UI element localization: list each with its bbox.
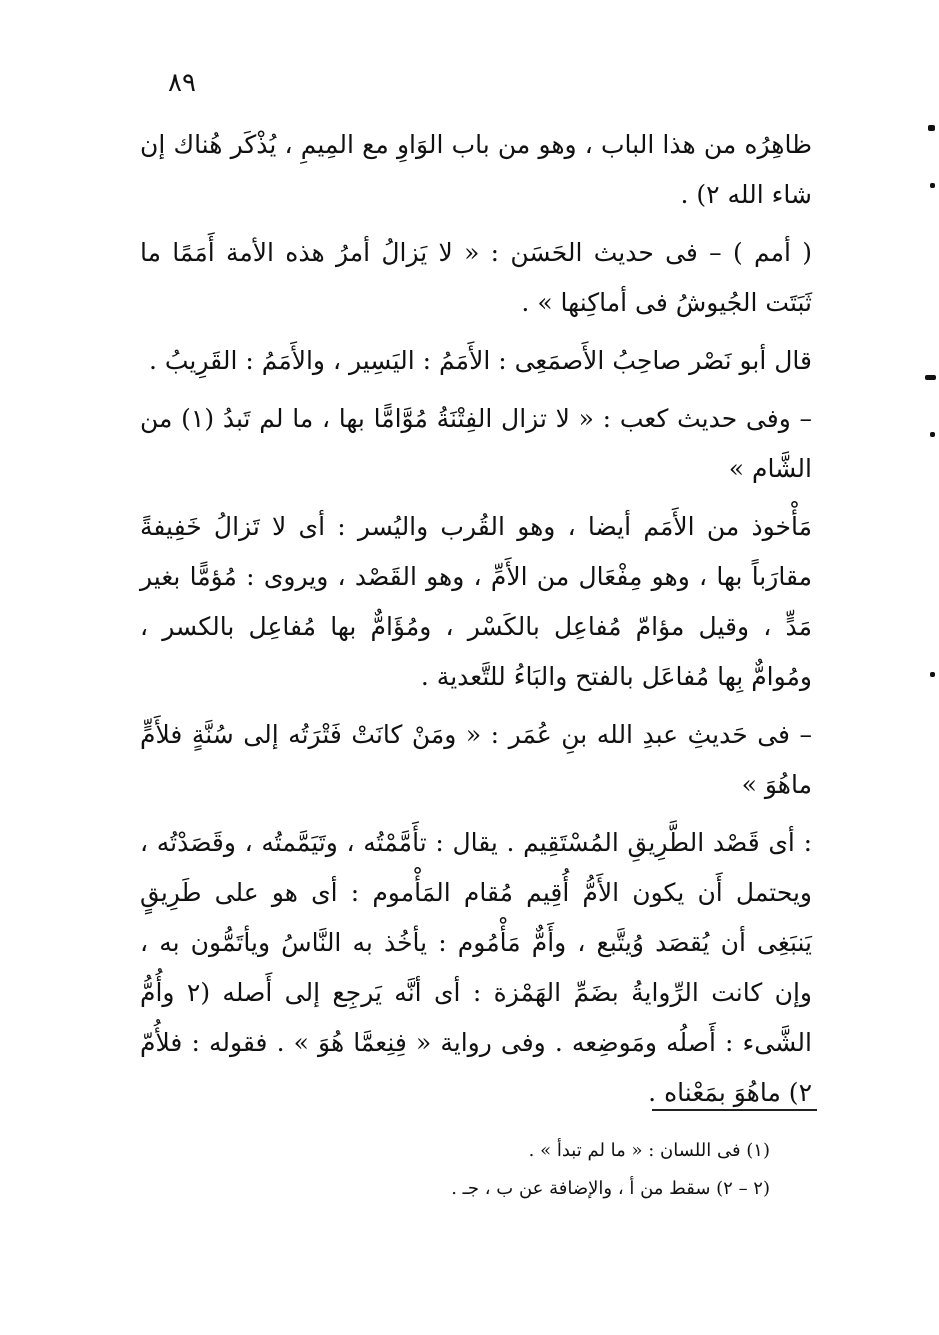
footnote-divider	[652, 1109, 817, 1111]
footnotes	[300, 1132, 770, 1208]
scan-edge-mark	[928, 125, 935, 131]
scan-edge-mark	[930, 432, 935, 437]
scan-edge-mark	[925, 375, 936, 380]
paragraph: – وفى حديث كعب : « لا تزال الفِتْنَةُ مُوَّامًّا بها ، ما لم تَبدُ (١) من الشَّام »	[140, 404, 813, 483]
main-text	[140, 120, 812, 1126]
scan-edge-mark	[930, 672, 935, 677]
page-number: ٨٩	[168, 68, 196, 98]
paragraph: – فى حَديثِ عبدِ الله بنِ عُمَر : « ومَنْ كانَتْ فَتْرَتُه إلى سُنَّةٍ فلأَمٍّ ماهُوَ »	[140, 720, 812, 799]
paragraph: ظاهِرُه من هذا الباب ، وهو من باب الوَاوِ مع المِيمِ ، يُذْكَر هُناك إن شاء الله ٢) .	[140, 130, 812, 209]
scan-edge-mark	[930, 183, 935, 188]
paragraph: : أى قَصْد الطَّرِيقِ المُسْتَقِيم . يقال : تأَمَّمْتُه ، وتَيَمَّمتُه ، وقَصَدْتُه ، ويحتمل أَن يكون الأَمُّ أُقِيم مُقام المَأْموم : أى هو على طَرِيقٍ يَنبَغِى أن يُقصَد وُيتَّبع ، وأَمٌّ مَأْمُوم : يأخُذ به النَّاسُ ويأتَمُّون به ، وإن كانت الرِّوايةُ بضَمِّ الهَمْزة : أى أنَّه يَرجِع إلى أَصله (٢ وأُمُّ الشَّىء : أَصلُه ومَوضِعه . وفى رواية « فِنِعمَّا هُوَ » . فقوله : فلأُمّ ٢) ماهُوَ بمَعْناه .	[140, 828, 812, 1107]
paragraph: ( أمم ) – فى حديث الحَسَن : « لا يَزالُ أمرُ هذه الأمة أَمَمًا ما ثَبَتَت الجُيوشُ فى أماكِنها » .	[140, 238, 812, 317]
footnote: (١) فى اللسان : « ما لم تبدأ » .	[528, 1140, 770, 1161]
footnote: (٢ – ٢) سقط من أ ، والإضافة عن ب ، جـ .	[451, 1178, 770, 1199]
paragraph: مَأْخوذ من الأَمَم أيضا ، وهو القُرب واليُسر : أى لا تَزالُ خَفِيفةً مقارَباً بها ، وهو مِفْعَال من الأَمِّ ، وهو القَصْد ، ويروى : مُؤمًّا بغير مَدٍّ ، وقيل مؤامّ مُفاعِل بالكَسْر ، ومُؤَامٌّ بها مُفاعِل بالكسر ، ومُوامٌّ بِها مُفاعَل بالفتح والبَاءُ للتَّعدية .	[140, 512, 812, 691]
paragraph: قال أبو نَصْر صاحِبُ الأَصمَعِى : الأَمَمُ : اليَسِير ، والأَمَمُ : القَرِيبُ .	[148, 346, 812, 375]
